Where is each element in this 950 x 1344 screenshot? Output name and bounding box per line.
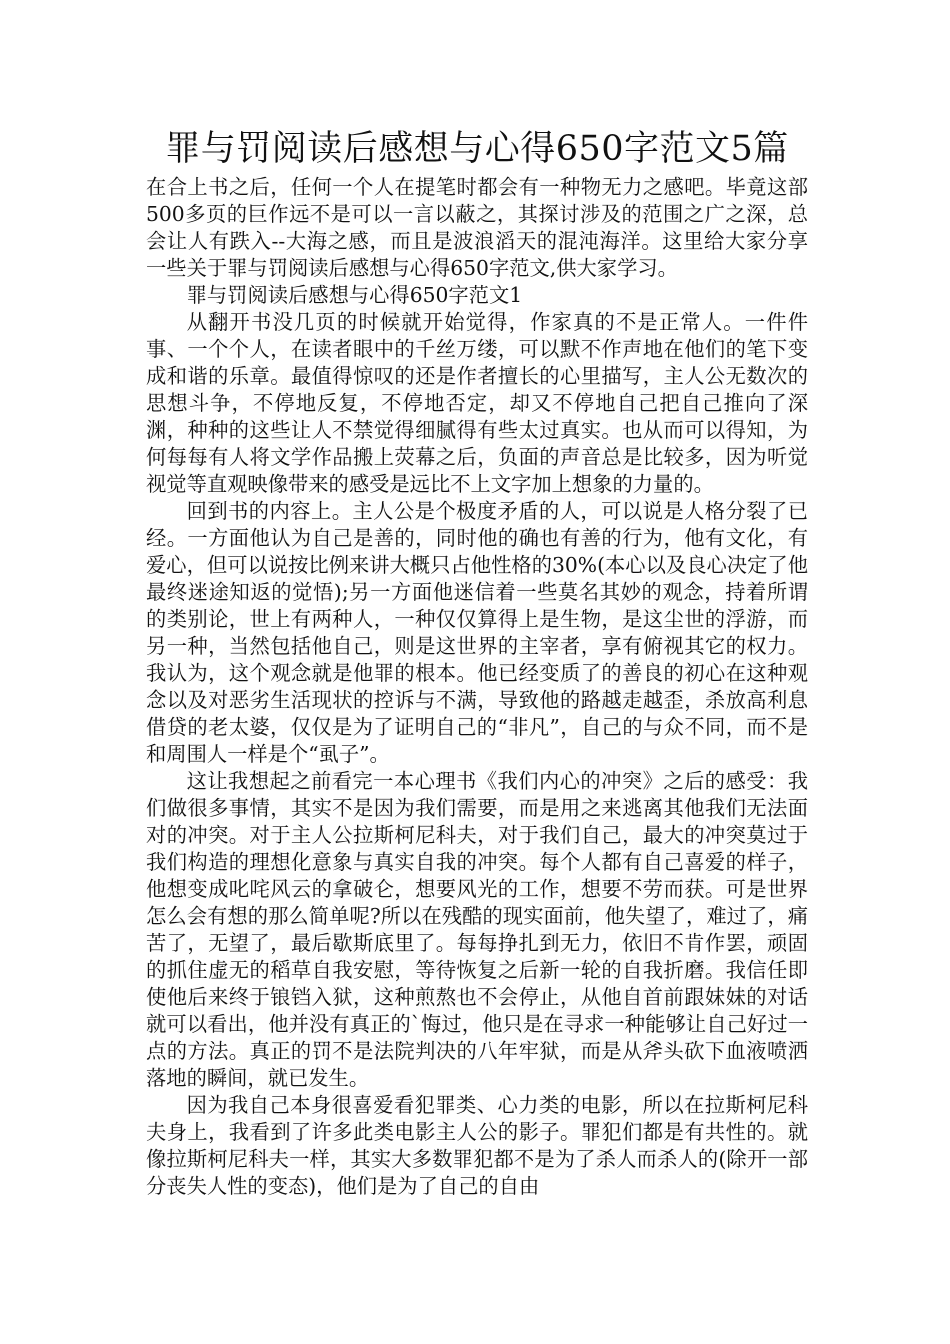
intro-paragraph: 在合上书之后，任何一个人在提笔时都会有一种物无力之感吧。毕竟这部500多页的巨作远不是可以一言以蔽之，其探讨涉及的范围之广之深，总会让人有跌入--大海之感，而且是波浪滔天的混沌海洋。这里给大家分享一些关于罪与罚阅读后感想与心得650字范文,供大家学习。 bbox=[146, 175, 808, 280]
document-page bbox=[146, 124, 808, 1200]
body-paragraph-1: 从翻开书没几页的时候就开始觉得，作家真的不是正常人。一件件事、一个个人，在读者眼中的千丝万缕，可以默不作声地在他们的笔下变成和谐的乐章。最值得惊叹的还是作者擅长的心里描写，主人公无数次的思想斗争，不停地反复，不停地否定，却又不停地自己把自己推向了深渊，种种的这些让人不禁觉得细腻得有些太过真实。也从而可以得知，为何每每有人将文学作品搬上荧幕之后，负面的声音总是比较多，因为听觉视觉等直观映像带来的感受是远比不上文字加上想象的力量的。 bbox=[146, 310, 808, 496]
body-paragraph-3: 这让我想起之前看完一本心理书《我们内心的冲突》之后的感受：我们做很多事情，其实不是因为我们需要，而是用之来逃离其他我们无法面对的冲突。对于主人公拉斯柯尼科夫，对于我们自己，最大的冲突莫过于我们构造的理想化意象与真实自我的冲突。每个人都有自己喜爱的样子，他想变成叱咤风云的拿破仑，想要风光的工作，想要不劳而获。可是世界怎么会有想的那么简单呢?所以在残酷的现实面前，他失望了，难过了，痛苦了，无望了，最后歇斯底里了。每每挣扎到无力，依旧不肯作罢，顽固的抓住虚无的稻草自我安慰，等待恢复之后新一轮的自我折磨。我信任即使他后来终于锒铛入狱，这种煎熬也不会停止，从他自首前跟妹妹的对话就可以看出，他并没有真正的`悔过，他只是在寻求一种能够让自己好过一点的方法。真正的罚不是法院判决的八年牢狱，而是从斧头砍下血液喷洒落地的瞬间，就已发生。 bbox=[146, 769, 808, 1090]
section-heading: 罪与罚阅读后感想与心得650字范文1 bbox=[186, 283, 523, 307]
body-paragraph-2: 回到书的内容上。主人公是个极度矛盾的人，可以说是人格分裂了已经。一方面他认为自己是善的，同时他的确也有善的行为，他有文化，有爱心，但可以说按比例来讲大概只占他性格的30%(本心以及良心决定了他最终迷途知返的觉悟);另一方面他迷信着一些莫名其妙的观念，持着所谓的类别论，世上有两种人，一种仅仅算得上是生物，是这尘世的浮游，而另一种，当然包括他自己，则是这世界的主宰者，享有俯视其它的权力。我认为，这个观念就是他罪的根本。他已经变质了的善良的初心在这种观念以及对恶劣生活现状的控诉与不满，导致他的路越走越歪，杀放高利息借贷的老太婆，仅仅是为了证明自己的“非凡”，自己的与众不同，而不是和周围人一样是个“虱子”。 bbox=[146, 499, 808, 766]
document-title: 罪与罚阅读后感想与心得650字范文5篇 bbox=[165, 129, 789, 169]
body-paragraph-4: 因为我自己本身很喜爱看犯罪类、心力类的电影，所以在拉斯柯尼科夫身上，我看到了许多此类电影主人公的影子。罪犯们都是有共性的。就像拉斯柯尼科夫一样，其实大多数罪犯都不是为了杀人而杀人的(除开一部分丧失人性的变态)，他们是为了自己的自由 bbox=[146, 1093, 808, 1198]
